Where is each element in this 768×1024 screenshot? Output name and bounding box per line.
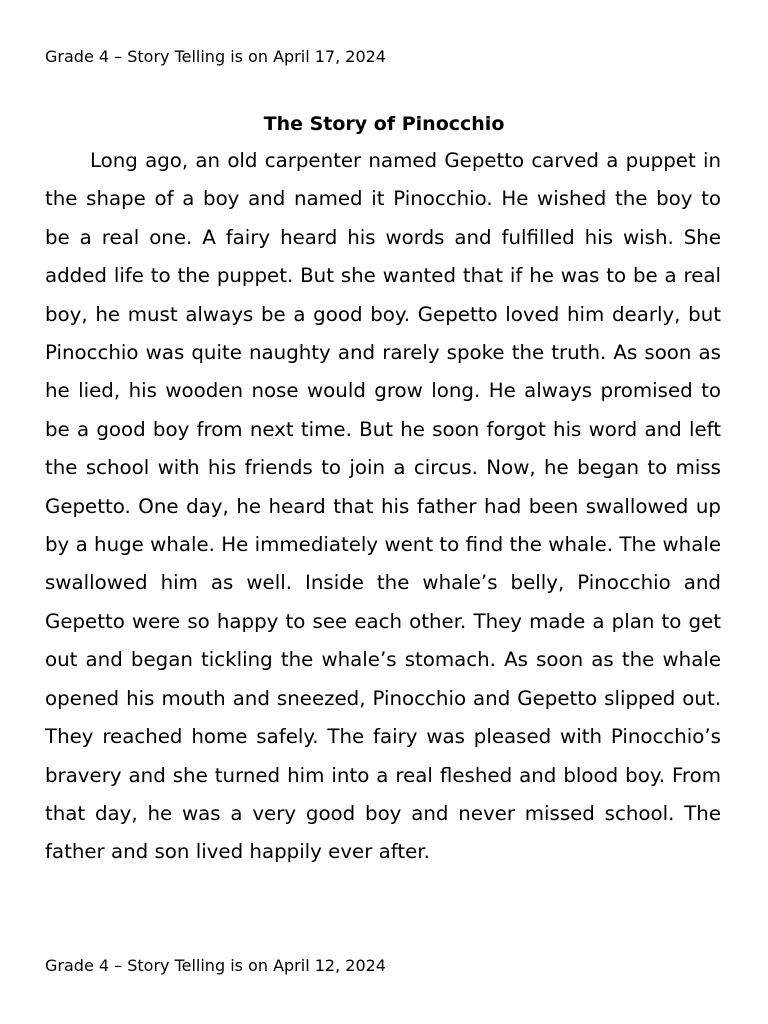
footer-note: Grade 4 – Story Telling is on April 12, 2024 (45, 956, 386, 975)
story-title: The Story of Pinocchio (263, 113, 505, 135)
story-body: Long ago, an old carpenter named Gepetto carved a puppet in the shape of a boy and named it Pinocchio. He wished the boy to be a real one. A fairy heard his words and fulfilled his wish. She added life to the puppet. But she wanted that if he was to be a real boy, he must always be a good boy. Gepetto loved him dearly, but Pinocchio was quite naughty and rarely spoke the truth. As soon as he lied, his wooden nose would grow long. He always promised to be a good boy from next time. But he soon forgot his word and left the school with his friends to join a circus. Now, he began to miss Gepetto. One day, he heard that his father had been swallowed up by a huge whale. He immediately went to find the whale. The whale swallowed him as well. Inside the whale’s belly, Pinocchio and Gepetto were so happy to see each other. They made a plan to get out and began tickling the whale’s stomach. As soon as the whale opened his mouth and sneezed, Pinocchio and Gepetto slipped out. They reached home safely. The fairy was pleased with Pinocchio’s bravery and she turned him into a real fleshed and blood boy. From that day, he was a very good boy and never missed school. The father and son lived happily ever after. (45, 149, 721, 864)
header-note: Grade 4 – Story Telling is on April 17, 2024 (45, 47, 386, 66)
